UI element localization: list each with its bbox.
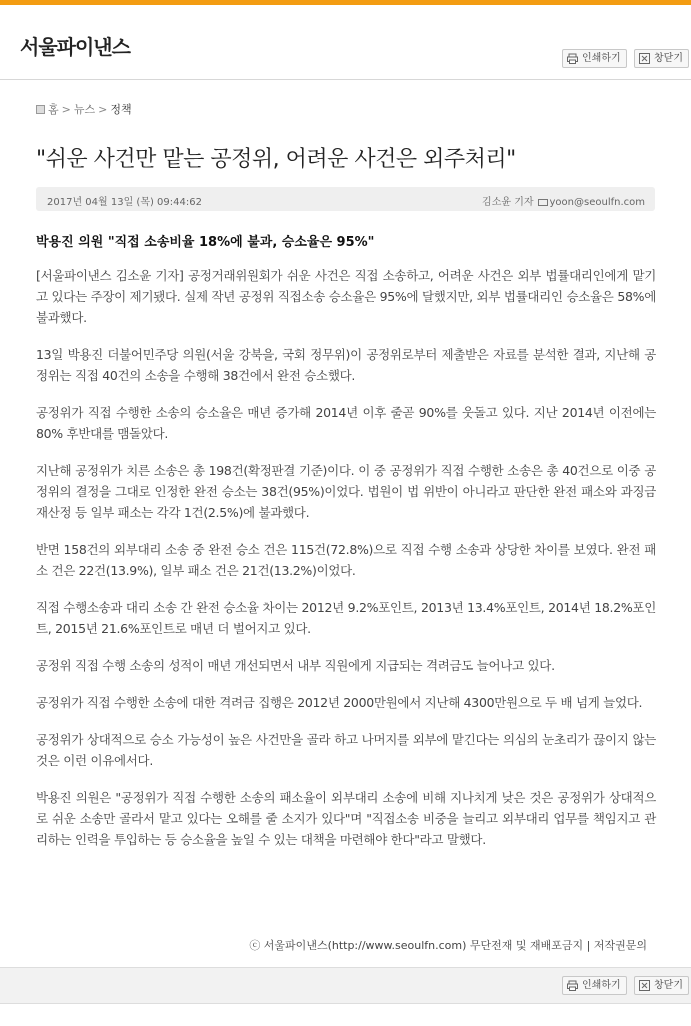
close-icon [639, 980, 650, 991]
print-button-label: 인쇄하기 [582, 53, 621, 64]
home-icon [36, 105, 45, 114]
breadcrumb [36, 101, 132, 117]
printer-icon [567, 53, 578, 64]
author-email[interactable]: yoon@seoulfn.com [549, 197, 645, 208]
article-body [36, 231, 656, 866]
article-paragraph: 공정위가 직접 수행한 소송의 승소율은 매년 증가해 2014년 이후 줄곧 90%를 웃돌고 있다. 지난 2014년 이전에는 80% 후반대를 맴돌았다. [36, 405, 656, 441]
article-paragraph: 공정위 직접 수행 소송의 성적이 매년 개선되면서 내부 직원에게 지급되는 격려금도 늘어나고 있다. [36, 658, 555, 673]
close-window-label: 창닫기 [654, 980, 683, 991]
article-date: 2017년 04월 13일 (목) 09:44:62 [47, 197, 202, 208]
author-name: 김소윤 기자 [482, 197, 534, 208]
article-paragraph: 박용진 의원은 "공정위가 직접 수행한 소송의 패소율이 외부대리 소송에 비해 지나치게 낮은 것은 공정위가 상대적으로 쉬운 소송만 골라서 맡고 있다는 오해를 줄 소지가 있다"며 "직접소송 비중을 늘리고 외부대리 업무를 책임지고 관리하는 인력을 투입하는 등 승소율을 높일 수 있는 대책을 마련해야 한다"라고 말했다. [36, 790, 656, 847]
print-button[interactable] [562, 49, 627, 68]
article-paragraph: 직접 수행소송과 대리 소송 간 완전 승소율 차이는 2012년 9.2%포인트, 2013년 13.4%포인트, 2014년 18.2%포인트, 2015년 21.6%포인트로 매년 더 벌어지고 있다. [36, 600, 656, 636]
breadcrumb-current[interactable]: 정책 [110, 103, 132, 116]
site-logo[interactable]: 서울파이낸스 [20, 35, 130, 59]
article-paragraph: 13일 박용진 더불어민주당 의원(서울 강북을, 국회 정무위)이 공정위로부터 제출받은 자료를 분석한 결과, 지난해 공정위는 직접 40건의 소송을 수행해 38건에서 완전 승소했다. [36, 347, 656, 383]
print-button-label: 인쇄하기 [582, 980, 621, 991]
article-paragraph: 반면 158건의 외부대리 소송 중 완전 승소 건은 115건(72.8%)으로 직접 수행 소송과 상당한 차이를 보였다. 완전 패소 건은 22건(13.9%), 일부 패소 건은 21건(13.2%)이었다. [36, 542, 656, 578]
printer-icon [567, 980, 578, 991]
article-title: "쉬운 사건만 맡는 공정위, 어려운 사건은 외주처리" [36, 147, 516, 172]
print-button-bottom[interactable] [562, 976, 627, 995]
article-byline [482, 193, 645, 208]
copyright-notice: ⓒ 서울파이낸스(http://www.seoulfn.com) 무단전재 및 재배포금지 | 저작권문의 [249, 939, 647, 952]
breadcrumb-separator: > [98, 103, 108, 116]
article-paragraph: 공정위가 상대적으로 승소 가능성이 높은 사건만을 골라 하고 나머지를 외부에 맡긴다는 의심의 눈초리가 끊이지 않는 것은 이런 이유에서다. [36, 732, 656, 768]
close-window-button-bottom[interactable] [634, 976, 689, 995]
article-subtitle: 박용진 의원 "직접 소송비율 18%에 불과, 승소율은 95%" [36, 235, 375, 250]
article-paragraph: 지난해 공정위가 치른 소송은 총 198건(확정판결 기준)이다. 이 중 공정위가 직접 수행한 소송은 총 40건으로 이중 공정위의 결정을 그대로 인정한 완전 승소는 38건(95%)이었다. 법원이 법 위반이 아니라고 판단한 완전 패소와 과징금 재산정 등 일부 패소는 각각 1건(2.5%)에 불과했다. [36, 463, 656, 520]
breadcrumb-separator: > [61, 103, 71, 116]
page-header [0, 5, 691, 80]
article-paragraph: [서울파이낸스 김소윤 기자] 공정거래위원회가 쉬운 사건은 직접 소송하고, 어려운 사건은 외부 법률대리인에게 맡기고 있다는 주장이 제기됐다. 실제 작년 공정위 직접소송 승소율은 95%에 달했지만, 외부 법률대리인 승소율은 58%에 불과했다. [36, 268, 656, 325]
breadcrumb-home[interactable]: 홈 [48, 103, 59, 116]
mail-icon [538, 199, 548, 206]
article-meta-bar [36, 187, 655, 211]
breadcrumb-section[interactable]: 뉴스 [73, 103, 96, 116]
article-paragraph: 공정위가 직접 수행한 소송에 대한 격려금 집행은 2012년 2000만원에서 지난해 4300만원으로 두 배 넘게 늘었다. [36, 695, 643, 710]
close-window-label: 창닫기 [654, 53, 683, 64]
close-icon [639, 53, 650, 64]
close-window-button[interactable] [634, 49, 689, 68]
